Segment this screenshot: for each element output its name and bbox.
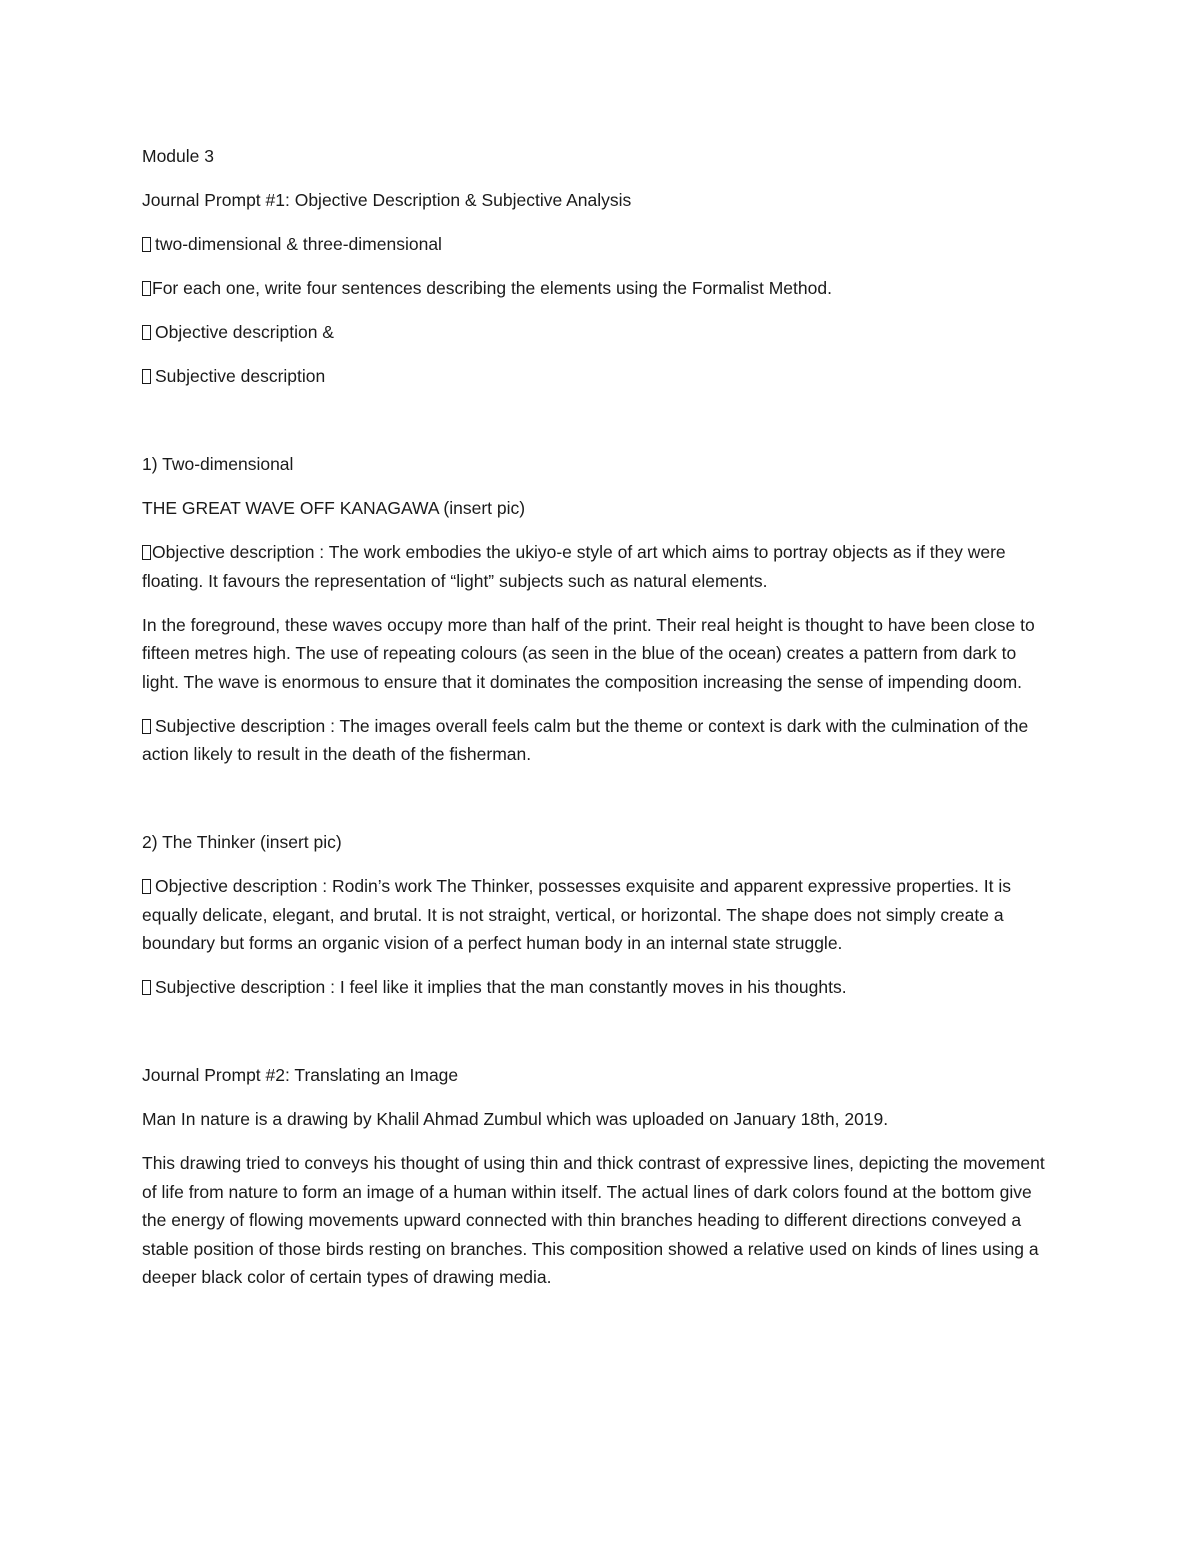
section1-subjective (142, 712, 1058, 769)
missing-glyph-box-icon (142, 980, 151, 995)
missing-glyph-box-icon (142, 281, 151, 296)
bullet-text: Subjective description (155, 366, 326, 386)
bullet-text: For each one, write four sentences describing the elements using the Formalist Method. (152, 278, 832, 298)
prompt2-title: Journal Prompt #2: Translating an Image (142, 1065, 459, 1085)
bullet-item (142, 274, 1058, 303)
prompt1-title: Journal Prompt #1: Objective Description & Subjective Analysis (142, 190, 632, 210)
section1-paragraph: In the foreground, these waves occupy more than half of the print. Their real height is thought to have been close to fifteen metres high. The use of repeating colours (as seen in the blue of the ocean) creates a pattern from dark to light. The wave is enormous to ensure that it dominates the composition increasing the sense of impending doom. (142, 614, 1035, 692)
section1-work-title: THE GREAT WAVE OFF KANAGAWA (insert pic) (142, 498, 526, 518)
module-title: Module 3 (142, 146, 214, 166)
missing-glyph-box-icon (142, 325, 151, 340)
bullet-item (142, 318, 1058, 347)
section2-heading: 2) The Thinker (insert pic) (142, 832, 342, 852)
document-body (142, 142, 1058, 1307)
spacer (142, 406, 1058, 450)
section1-subjective-text: Subjective description : The images overall feels calm but the theme or context is dark with the culmination of the action likely to result in the death of the fisherman. (142, 715, 1029, 764)
missing-glyph-box-icon (142, 369, 151, 384)
section1-objective-text: Objective description : The work embodies the ukiyo-e style of art which aims to portray objects as if they were floating. It favours the representation of “light” subjects such as natural elements. (142, 542, 1006, 591)
section1-objective (142, 538, 1058, 595)
bullet-text: two-dimensional & three-dimensional (155, 234, 442, 254)
section1-heading: 1) Two-dimensional (142, 454, 294, 474)
prompt2-intro: Man In nature is a drawing by Khalil Ahmad Zumbul which was uploaded on January 18th, 2019. (142, 1109, 889, 1129)
section2-subjective-text: Subjective description : I feel like it implies that the man constantly moves in his thoughts. (155, 977, 847, 997)
missing-glyph-box-icon (142, 879, 151, 894)
prompt2-body: This drawing tried to conveys his thought of using thin and thick contrast of expressive lines, depicting the movement of life from nature to form an image of a human within itself. The actual lines of dark colors found at the bottom give the energy of flowing movements upward connected with thin branches heading to different directions conveyed a stable position of those birds resting on branches. This composition showed a relative used on kinds of lines using a deeper black color of certain types of drawing media. (142, 1153, 1045, 1287)
section2-subjective (142, 973, 1058, 1002)
missing-glyph-box-icon (142, 545, 151, 560)
section2-objective-text: Objective description : Rodin’s work The Thinker, possesses exquisite and apparent expressive properties. It is equally delicate, elegant, and brutal. It is not straight, vertical, or horizontal. The shape does not simply create a boundary but forms an organic vision of a perfect human body in an internal state struggle. (142, 876, 1011, 953)
bullet-item (142, 230, 1058, 259)
section2-objective (142, 872, 1058, 958)
bullet-text: Objective description & (155, 322, 334, 342)
spacer (142, 784, 1058, 828)
bullet-item (142, 362, 1058, 391)
missing-glyph-box-icon (142, 237, 151, 252)
spacer (142, 1017, 1058, 1061)
missing-glyph-box-icon (142, 719, 151, 734)
